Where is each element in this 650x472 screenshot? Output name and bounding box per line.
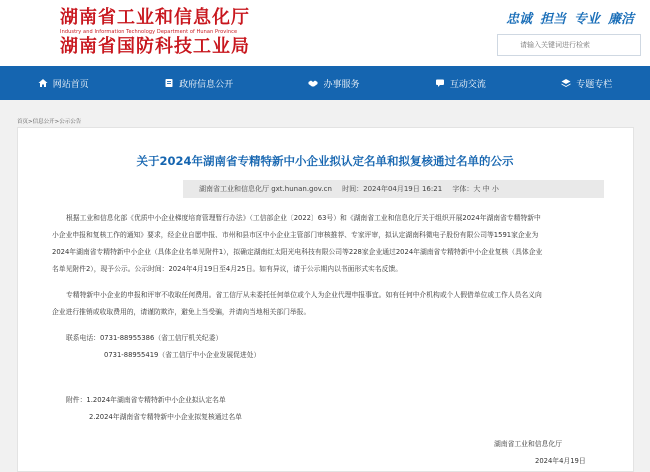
article-text: 名单见附件2），现予公示。公示时间：2024年4月19日至4月25日。如有异议，请于公示期内以书面形式实名反馈。: [52, 265, 403, 273]
nav-item-label: 互动交流: [449, 79, 486, 90]
slogan-word: 忠诚: [505, 12, 532, 27]
breadcrumb[interactable]: 首页>信息公开>公示公告: [17, 119, 82, 125]
article-text: 小企业申报和复核工作的通知》要求，经企业自愿申报、市州和县市区中小企业主管部门审核推荐、专家评审，拟认定湖南科微电子股份有限公司等1591家企业为: [52, 231, 539, 239]
attachment-link[interactable]: 2.2024年湖南省专精特新中小企业拟复核通过名单: [89, 413, 242, 421]
nav-item-interact[interactable]: [435, 77, 486, 90]
article-time: 时间：2024年04月19日 16:21: [342, 185, 443, 193]
article-meta: [183, 180, 604, 198]
nav-item-label: 专题专栏: [576, 79, 613, 90]
slogan: [506, 8, 634, 27]
nav-item-topics[interactable]: [561, 77, 612, 90]
layers-icon: [561, 78, 571, 88]
nav-item-label: 政府信息公开: [179, 79, 234, 90]
slogan-word: 专业: [573, 12, 600, 27]
article-source: 湖南省工业和信息化厅 gxt.hunan.gov.cn: [199, 185, 332, 193]
document-icon: [164, 78, 174, 88]
search-input[interactable]: [497, 34, 641, 56]
site-header: [0, 0, 650, 66]
nav-item-service[interactable]: [308, 77, 359, 90]
article-text: 企业进行推销或收取费用的，请谨防欺诈，避免上当受骗，并请向当地相关部门举报。: [52, 308, 311, 316]
main-nav: [0, 66, 650, 100]
site-title: 湖南省工业和信息化厅: [60, 7, 250, 28]
nav-item-home[interactable]: [38, 77, 89, 90]
sign-org: 湖南省工业和信息化厅: [494, 440, 562, 448]
nav-item-label: 网站首页: [52, 79, 89, 90]
contact-phone: 联系电话：0731-88955386（省工信厅机关纪委）: [66, 334, 223, 342]
font-size-switch[interactable]: 字体：大 中 小: [452, 185, 499, 193]
article-text: 2024年湖南省专精特新中小企业（具体企业名单见附件1），拟确定湖南红太阳光电科技有限公司等228家企业通过2024年湖南省专精特新中小企业复核（具体企业: [52, 248, 543, 256]
nav-item-label: 办事服务: [323, 79, 360, 90]
home-icon: [38, 78, 48, 88]
article-text: 根据工业和信息化部《优质中小企业梯度培育管理暂行办法》（工信部企业〔2022〕63号）和《湖南省工业和信息化厅关于组织开展2024年湖南省专精特新中: [66, 214, 541, 222]
site-title-en: Industry and Information Technology Department of Hunan Province: [60, 29, 238, 35]
nav-item-info[interactable]: [164, 77, 233, 90]
site-subtitle: 湖南省国防科技工业局: [60, 36, 250, 57]
attachment-link[interactable]: 附件：1.2024年湖南省专精特新中小企业拟认定名单: [66, 396, 226, 404]
contact-phone: 0731-88955419（省工信厅中小企业发展促进处）: [104, 351, 261, 359]
article-text: 专精特新中小企业的申报和评审不收取任何费用。省工信厅从未委托任何单位或个人为企业代理申报事宜。如有任何中介机构或个人假借单位或工作人员名义向: [66, 291, 542, 299]
chat-icon: [435, 78, 445, 88]
article-title: 关于2024年湖南省专精特新中小企业拟认定名单和拟复核通过名单的公示: [136, 154, 514, 168]
site-logo[interactable]: [60, 8, 250, 57]
handshake-icon: [308, 78, 318, 88]
slogan-word: 担当: [539, 12, 566, 27]
slogan-word: 廉洁: [607, 12, 634, 27]
sign-date: 2024年4月19日: [535, 457, 586, 465]
